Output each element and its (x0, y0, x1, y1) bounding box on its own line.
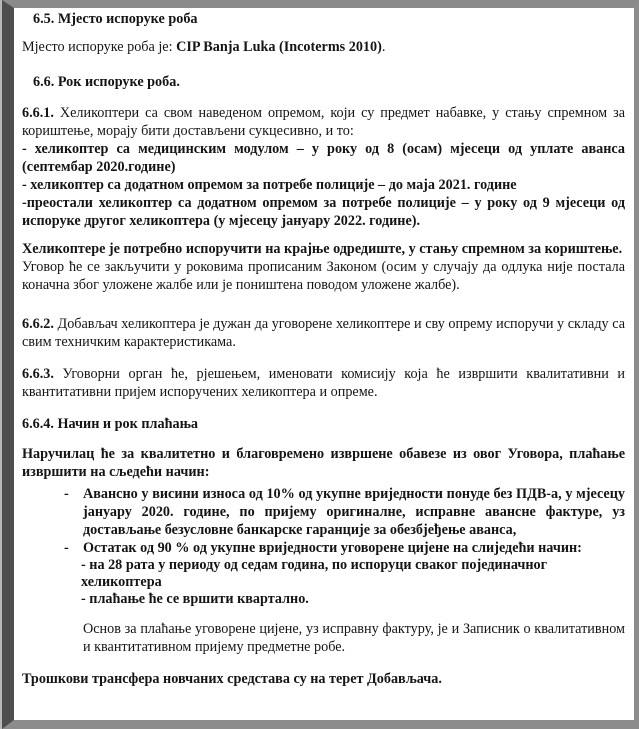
payment-bullet-remainder-text: Остатак од 90 % од укупне вриједности уговорене цијене на слиједећи начин: (83, 540, 582, 556)
section-6-6-2-paragraph (22, 315, 625, 351)
section-6-6-3-number: 6.6.3. (22, 366, 54, 382)
payment-bullet-advance (22, 485, 625, 539)
delivery-item-police-equipment: - хеликоптер са додатном опремом за потребе полиције – до маја 2021. године (22, 177, 517, 193)
delivery-item-remaining-helicopter: -преостали хеликоптер са додатном опремом за потребе полиције – у року од 9 мјесеци од испоруке другог хеликоптера (у мјесецу јануару 2022. године). (22, 195, 625, 229)
section-6-6-3-text: Уговорни орган ће, рјешењем, именовати комисију која ће извршити квалитативни и квантитативни пријем испоручених хеликоптера и опреме. (22, 366, 625, 400)
dash-bullet-icon: - (64, 540, 69, 556)
delivery-item-medical-module: - хеликоптер са медицинским модулом – у року од 8 (осам) мјесеци од уплате аванса (септембар 2020.године) (22, 141, 625, 175)
payment-basis-note: Основ за плаћање уговорене цијене, уз исправну фактуру, је и Записник о квалитативном и квантитативном пријему предметне робе. (83, 621, 625, 655)
payment-sub-item-quarterly: - плаћање ће се вршити квартално. (81, 591, 309, 607)
section-6-6-1-number: 6.6.1. (22, 105, 54, 121)
delivery-place-label: Мјесто испоруке роба је: (22, 39, 177, 55)
section-6-6-heading: 6.6. Рок испоруке роба. (33, 74, 180, 90)
document-content (14, 8, 634, 688)
dash-bullet-icon: - (64, 486, 69, 502)
final-destination-note: Хеликоптере је потребно испоручити на крајње одредиште, у стању спремном за кориштење. (22, 241, 623, 257)
contract-conclusion-note: Уговор ће се закључити у роковима прописаним Законом (осим у случају да одлука није постала коначна због уложене жалбе или је поништена поводом уложене жалбе). (22, 259, 625, 293)
transfer-costs-paragraph: Трошкови трансфера новчаних средстава су на терет Добављача. (22, 671, 442, 687)
section-6-6-2-number: 6.6.2. (22, 316, 54, 332)
delivery-place-paragraph (22, 38, 625, 56)
payment-bullet-advance-text: Авансно у висини износа од 10% од укупне вриједности понуде без ПДВ-а, у мјесецу јануару 2020. године, по пријему оригиналне, исправне авансне фактуре, уз достављање безусловне банкарске гаранције за обезбјеђење аванса, (83, 486, 625, 538)
section-6-6-1-intro (22, 104, 625, 140)
section-6-6-4-heading: 6.6.4. Начин и рок плаћања (22, 416, 198, 432)
section-6-5-heading: 6.5. Мјесто испоруке роба (33, 11, 198, 27)
delivery-place-period: . (381, 39, 386, 55)
payment-sub-item-installments: - на 28 рата у периоду од седам година, по испоруци сваког појединачног хеликоптера (81, 557, 548, 590)
section-6-6-2-text: Добављач хеликоптера је дужан да уговорене хеликоптере и сву опрему испоручи у складу са свим техничким карактеристикама. (22, 316, 625, 350)
delivery-place-value: CIP Banja Luka (Incoterms 2010) (176, 39, 382, 55)
section-6-6-3-paragraph (22, 365, 625, 401)
payment-intro-paragraph: Наручилац ће за квалитетно и благовремено извршене обавезе из овог Уговора, плаћање извршити на сљедећи начин: (22, 446, 625, 480)
document-page (2, 0, 639, 729)
section-6-6-1-text: Хеликоптери са свом наведеном опремом, који су предмет набавке, у стању спремном за кориштење, морају бити достављени сукцесивно, и то: (22, 105, 625, 139)
payment-bullet-remainder (22, 539, 625, 557)
